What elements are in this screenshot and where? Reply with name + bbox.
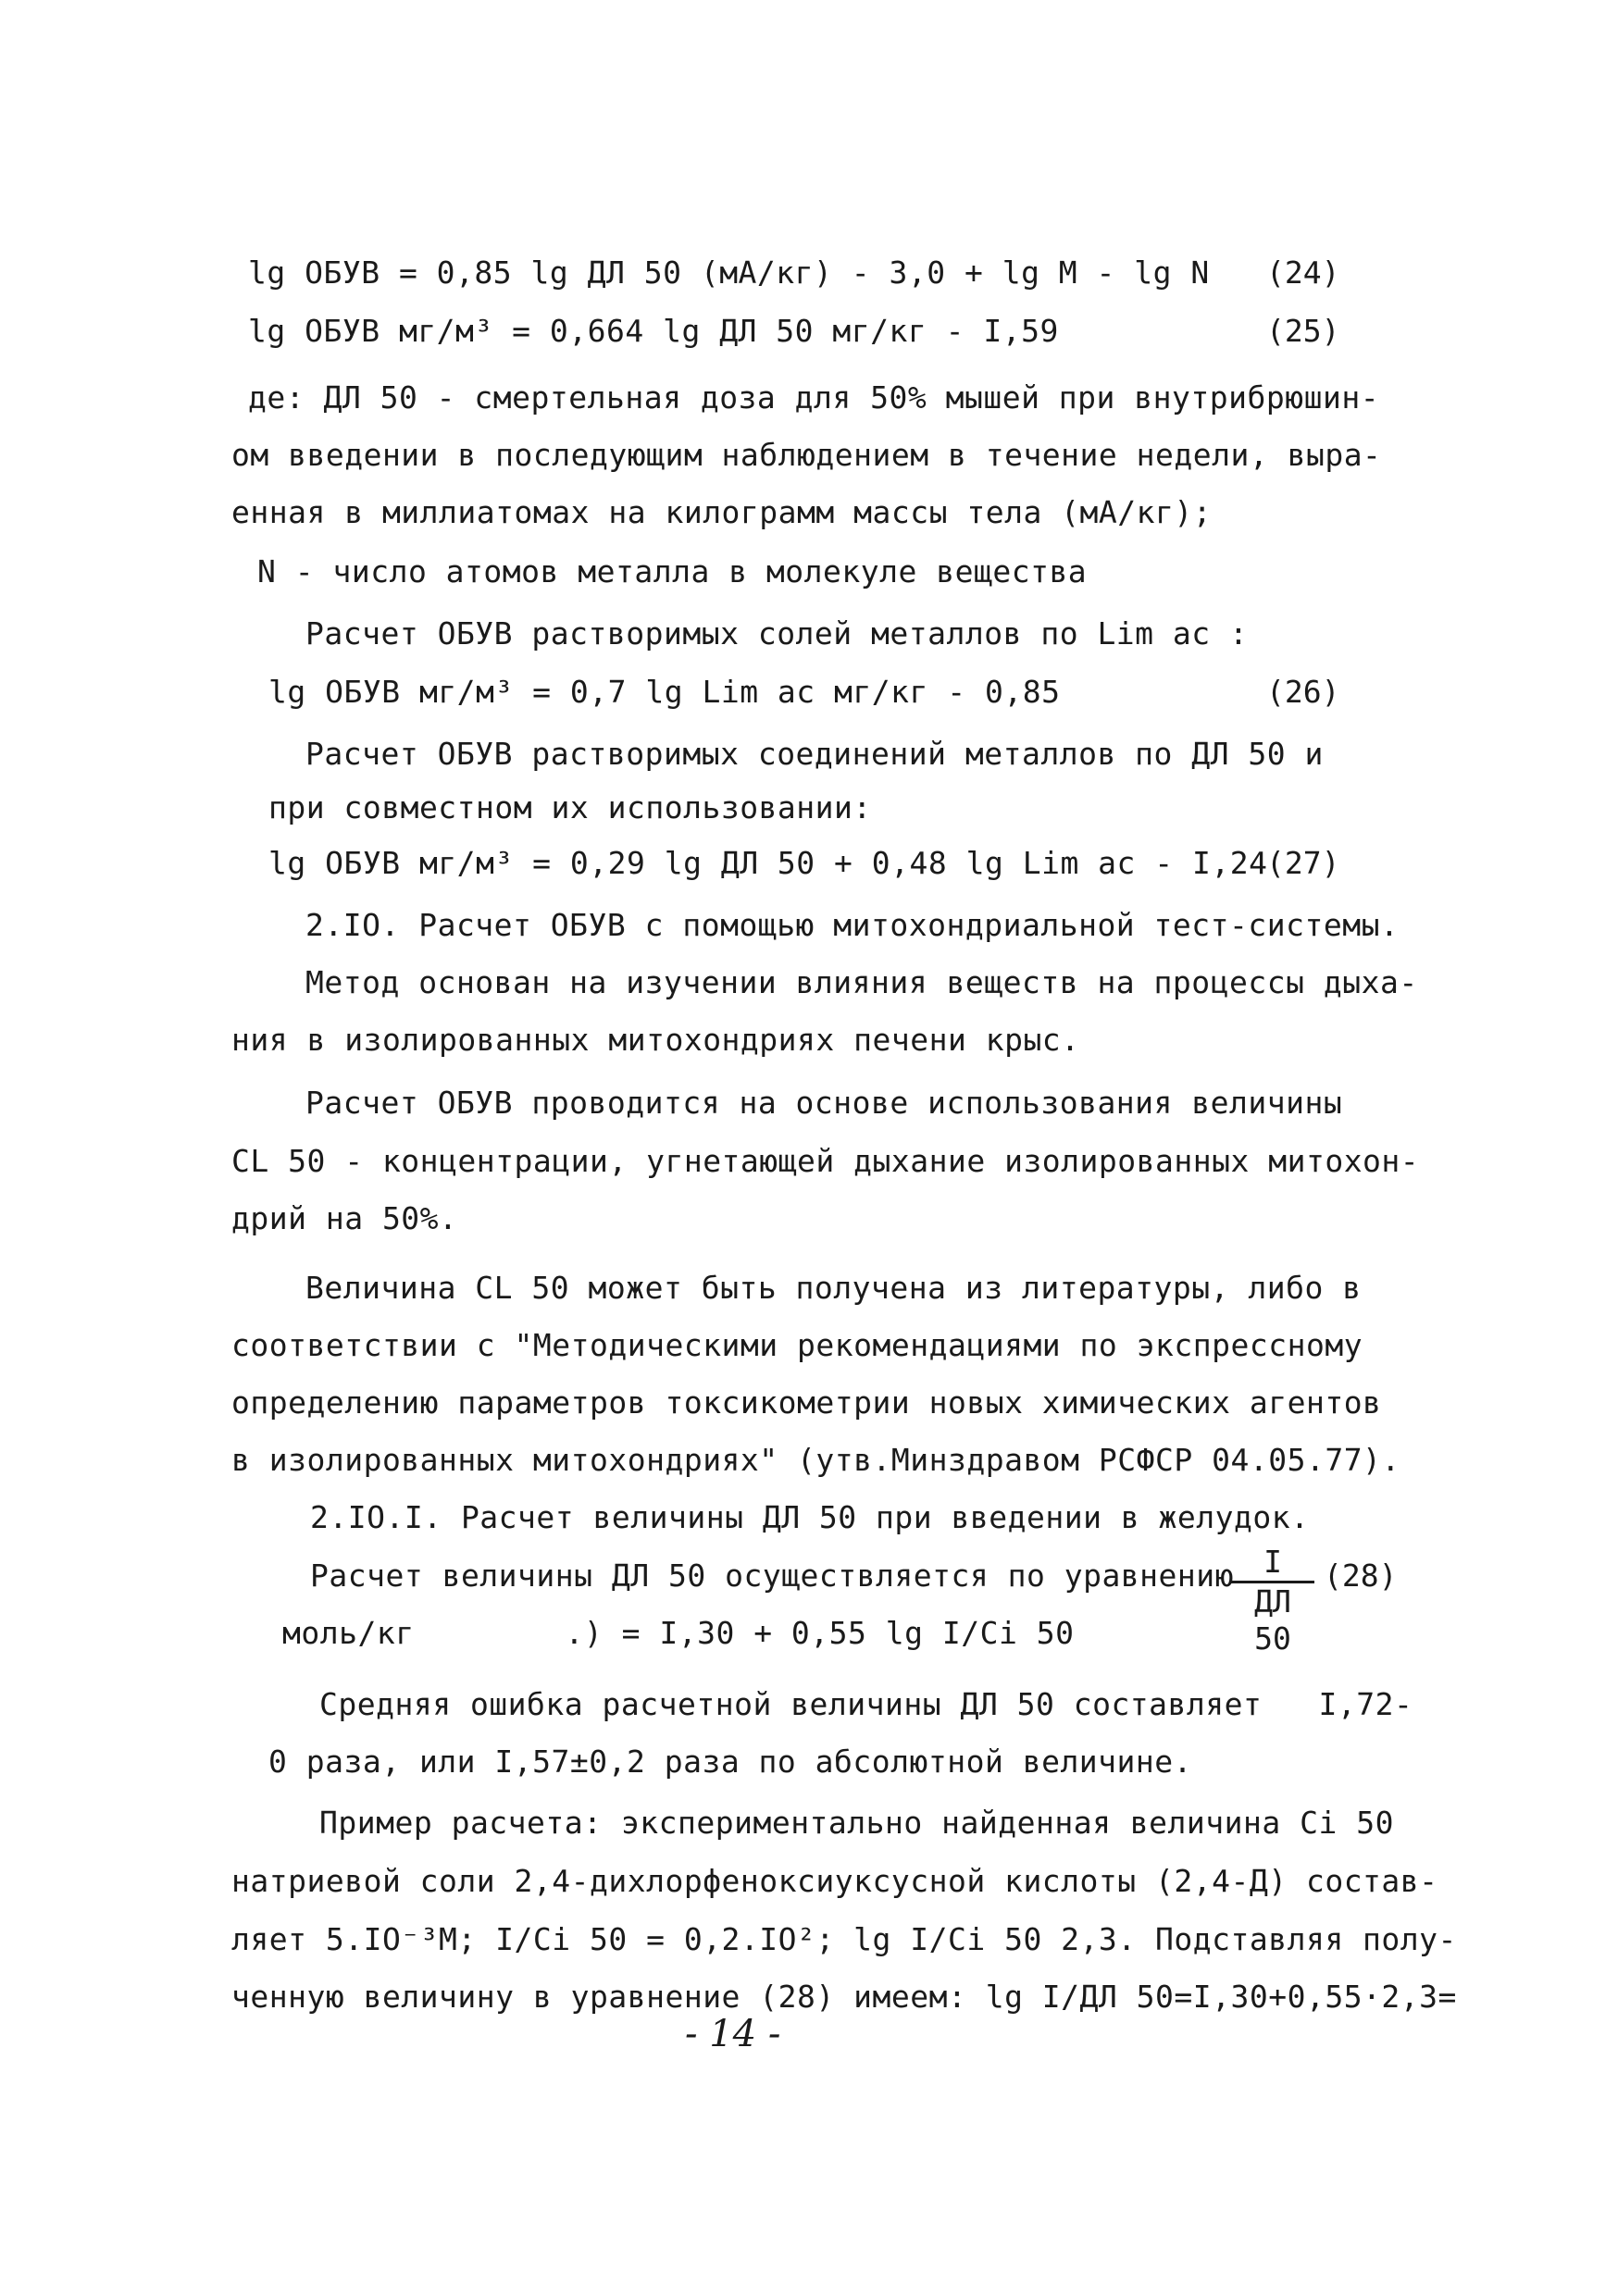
para-example-3: ляет 5.IO⁻³M; I/Ci 50 = 0,2.IO²; lg I/Ci 50 2,3. Подставляя полу- [231,1921,1457,1957]
para-calc-1: Расчет ОБУВ проводится на основе использования величины [305,1085,1343,1121]
para-example-4: ченную величину в уравнение (28) имеем: lg I/ДЛ 50=I,30+0,55·2,3= [231,1979,1457,2015]
para-eq28-intro: Расчет величины ДЛ 50 осуществляется по уравнению [310,1558,1235,1594]
fraction-28-denominator: ДЛ 50 [1254,1583,1291,1657]
equation-28: моль/кг .) = I,30 + 0,55 lg I/Ci 50 [282,1615,1075,1651]
where-line-4: N - число атомов металла в молекуле вещества [257,553,1088,590]
equation-27: lg ОБУВ мг/м³ = 0,29 lg ДЛ 50 + 0,48 lg Lim ac - I,24 [268,845,1268,881]
para-error-1: Средняя ошибка расчетной величины ДЛ 50 составляет I,72- [319,1686,1413,1722]
equation-24: lg ОБУВ = 0,85 lg ДЛ 50 (мА/кг) - 3,0 + lg M - lg N [248,254,1210,291]
para-method-2: ния в изолированных митохондриях печени крыс. [231,1022,1080,1058]
para-26-intro: Расчет ОБУВ растворимых солей металлов по Lim ac : [305,615,1249,652]
para-example-1: Пример расчета: экспериментально найденная величина Ci 50 [319,1805,1394,1841]
equation-27-number: (27) [1266,845,1340,881]
para-value-4: в изолированных митохондриях" (утв.Минздравом РСФСР 04.05.77). [231,1442,1400,1478]
where-line-2: ом введении в последующим наблюдением в течение недели, выра- [231,437,1382,473]
para-value-1: Величина CL 50 может быть получена из литературы, либо в [305,1270,1362,1306]
para-value-3: определению параметров токсикометрии новых химических агентов [231,1384,1382,1421]
equation-26: lg ОБУВ мг/м³ = 0,7 lg Lim ac мг/кг - 0,85 [268,674,1061,710]
para-method-1: Метод основан на изучении влияния веществ на процессы дыха- [305,964,1418,1000]
fraction-28 [1231,1544,1314,1657]
where-line-1: де: ДЛ 50 - смертельная доза для 50% мышей при внутрибрюшин- [248,379,1380,416]
page-number: - 14 - [685,2013,781,2055]
para-calc-3: дрий на 50%. [231,1200,458,1236]
para-calc-2: CL 50 - концентрации, угнетающей дыхание изолированных митохон- [231,1143,1420,1179]
section-2-10-1-heading: 2.IO.I. Расчет величины ДЛ 50 при введении в желудок. [310,1499,1310,1535]
para-example-2: натриевой соли 2,4-дихлорфеноксиуксусной кислоты (2,4-Д) состав- [231,1863,1438,1899]
fraction-28-numerator: I [1231,1544,1314,1583]
para-value-2: соответствии с "Методическими рекомендациями по экспрессному [231,1327,1363,1363]
equation-25: lg ОБУВ мг/м³ = 0,664 lg ДЛ 50 мг/кг - I,59 [248,313,1059,349]
equation-28-number: (28) [1324,1558,1398,1594]
para-27-intro-2: при совместном их использовании: [268,789,872,825]
equation-24-number: (24) [1266,254,1340,291]
equation-25-number: (25) [1266,313,1340,349]
equation-26-number: (26) [1266,674,1340,710]
where-line-3: енная в миллиатомах на килограмм массы тела (мА/кг); [231,494,1213,530]
para-error-2: 0 раза, или I,57±0,2 раза по абсолютной величине. [268,1744,1193,1780]
para-27-intro-1: Расчет ОБУВ растворимых соединений металлов по ДЛ 50 и [305,736,1324,772]
section-2-10-heading: 2.IO. Расчет ОБУВ с помощью митохондриальной тест-системы. [305,907,1400,943]
